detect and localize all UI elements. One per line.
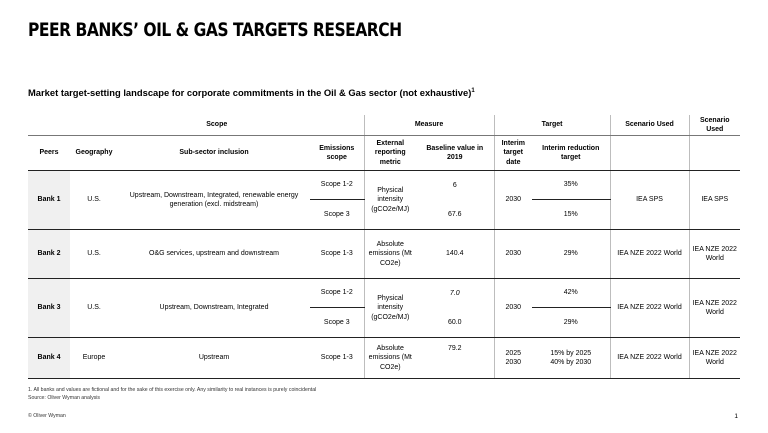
table-subtitle — [28, 87, 475, 98]
interim-reduction-cell: 29% — [532, 308, 610, 338]
geography-cell: Europe — [70, 338, 118, 379]
interim-reduction-cell — [532, 338, 610, 379]
emissions-scope-cell: Scope 3 — [310, 200, 364, 230]
emissions-scope-cell: Scope 1-2 — [310, 279, 364, 308]
scenario-header-1: Scenario Used — [610, 115, 689, 136]
blank-header-cell — [28, 115, 70, 136]
scenario-cell-2: IEA SPS — [689, 171, 740, 230]
baseline-column-header: Baseline value in 2019 — [416, 136, 494, 171]
scenario-cell-2: IEA NZE 2022 World — [689, 230, 740, 279]
geography-cell: U.S. — [70, 230, 118, 279]
footnote: 1. All banks and values are fictional and for the sake of this exercise only. Any similarity to real instances is purely coincidental — [28, 387, 317, 393]
target-group-header: Target — [494, 115, 610, 136]
reporting-metric-cell: Physical intensity (gCO2e/MJ) — [364, 279, 416, 338]
interim-date-cell: 2030 — [494, 171, 532, 230]
column-header-row — [28, 136, 740, 171]
copyright: © Oliver Wyman — [28, 413, 66, 419]
reporting-metric-cell: Absolute emissions (Mt CO2e) — [364, 230, 416, 279]
interim-reduction-line: 15% by 2025 — [550, 349, 592, 357]
measure-group-header: Measure — [364, 115, 494, 136]
table-row — [28, 338, 740, 379]
subsector-cell: Upstream, Downstream, Integrated — [118, 279, 310, 338]
scenario-cell-1: IEA SPS — [610, 171, 689, 230]
peers-column-header: Peers — [28, 136, 70, 171]
table-row — [28, 279, 740, 308]
interim-date-column-header: Interim target date — [494, 136, 532, 171]
baseline-cell: 67.6 — [416, 200, 494, 230]
interim-date-cell — [494, 338, 532, 379]
reporting-metric-cell: Physical intensity (gCO2e/MJ) — [364, 171, 416, 230]
interim-reduction-cell: 29% — [532, 230, 610, 279]
reporting-metric-cell: Absolute emissions (Mt CO2e) — [364, 338, 416, 379]
emissions-scope-cell: Scope 1-3 — [310, 338, 364, 379]
scenario-cell-2: IEA NZE 2022 World — [689, 338, 740, 379]
emissions-scope-cell: Scope 1-2 — [310, 171, 364, 200]
baseline-cell: 79.2 — [416, 338, 494, 379]
peer-name: Bank 1 — [28, 171, 70, 230]
interim-reduction-cell: 15% — [532, 200, 610, 230]
geography-cell: U.S. — [70, 279, 118, 338]
subsector-cell: Upstream, Downstream, Integrated, renewable energy generation (excl. midstream) — [118, 171, 310, 230]
emissions-scope-column-header: Emissions scope — [310, 136, 364, 171]
page-number: 1 — [734, 413, 738, 420]
geography-column-header: Geography — [70, 136, 118, 171]
page-title: PEER BANKS’ OIL & GAS TARGETS RESEARCH — [28, 20, 402, 41]
interim-date-line: 2025 — [505, 349, 522, 357]
footnote-marker: 1 — [471, 87, 475, 94]
baseline-cell: 7.0 — [449, 289, 460, 297]
interim-reduction-cell: 35% — [532, 171, 610, 200]
subtitle-text: Market target-setting landscape for corporate commitments in the Oil & Gas sector (not exhaustive) — [28, 87, 472, 98]
geography-cell: U.S. — [70, 171, 118, 230]
interim-reduction-cell: 42% — [532, 279, 610, 308]
scenario-cell-2: IEA NZE 2022 World — [689, 279, 740, 338]
scenario-cell-1: IEA NZE 2022 World — [610, 279, 689, 338]
interim-date-cell: 2030 — [494, 279, 532, 338]
scope-group-header: Scope — [70, 115, 364, 136]
subsector-cell: O&G services, upstream and downstream — [118, 230, 310, 279]
scenario-cell-1: IEA NZE 2022 World — [610, 230, 689, 279]
scenario-cell-1: IEA NZE 2022 World — [610, 338, 689, 379]
scenario-header-2: Scenario Used — [689, 115, 740, 136]
peer-targets-table — [28, 115, 740, 379]
table-row — [28, 171, 740, 200]
table-row — [28, 230, 740, 279]
scenario-column-header-2 — [689, 136, 740, 171]
interim-date-cell: 2030 — [494, 230, 532, 279]
source-note: Source: Oliver Wyman analysis — [28, 395, 101, 401]
interim-reduction-column-header: Interim reduction target — [532, 136, 610, 171]
reporting-metric-column-header: External reporting metric — [364, 136, 416, 171]
interim-date-line: 2030 — [505, 359, 522, 366]
peer-name: Bank 2 — [28, 230, 70, 279]
scenario-column-header-1 — [610, 136, 689, 171]
interim-reduction-line: 40% by 2030 — [550, 359, 592, 366]
baseline-cell: 6 — [452, 181, 457, 189]
peer-name: Bank 3 — [28, 279, 70, 338]
subsector-cell: Upstream — [118, 338, 310, 379]
emissions-scope-cell: Scope 1-3 — [310, 230, 364, 279]
subsector-column-header: Sub-sector inclusion — [118, 136, 310, 171]
baseline-cell: 140.4 — [416, 230, 494, 279]
peer-name: Bank 4 — [28, 338, 70, 379]
emissions-scope-cell: Scope 3 — [310, 308, 364, 338]
group-header-row — [28, 115, 740, 136]
baseline-cell: 60.0 — [416, 308, 494, 338]
